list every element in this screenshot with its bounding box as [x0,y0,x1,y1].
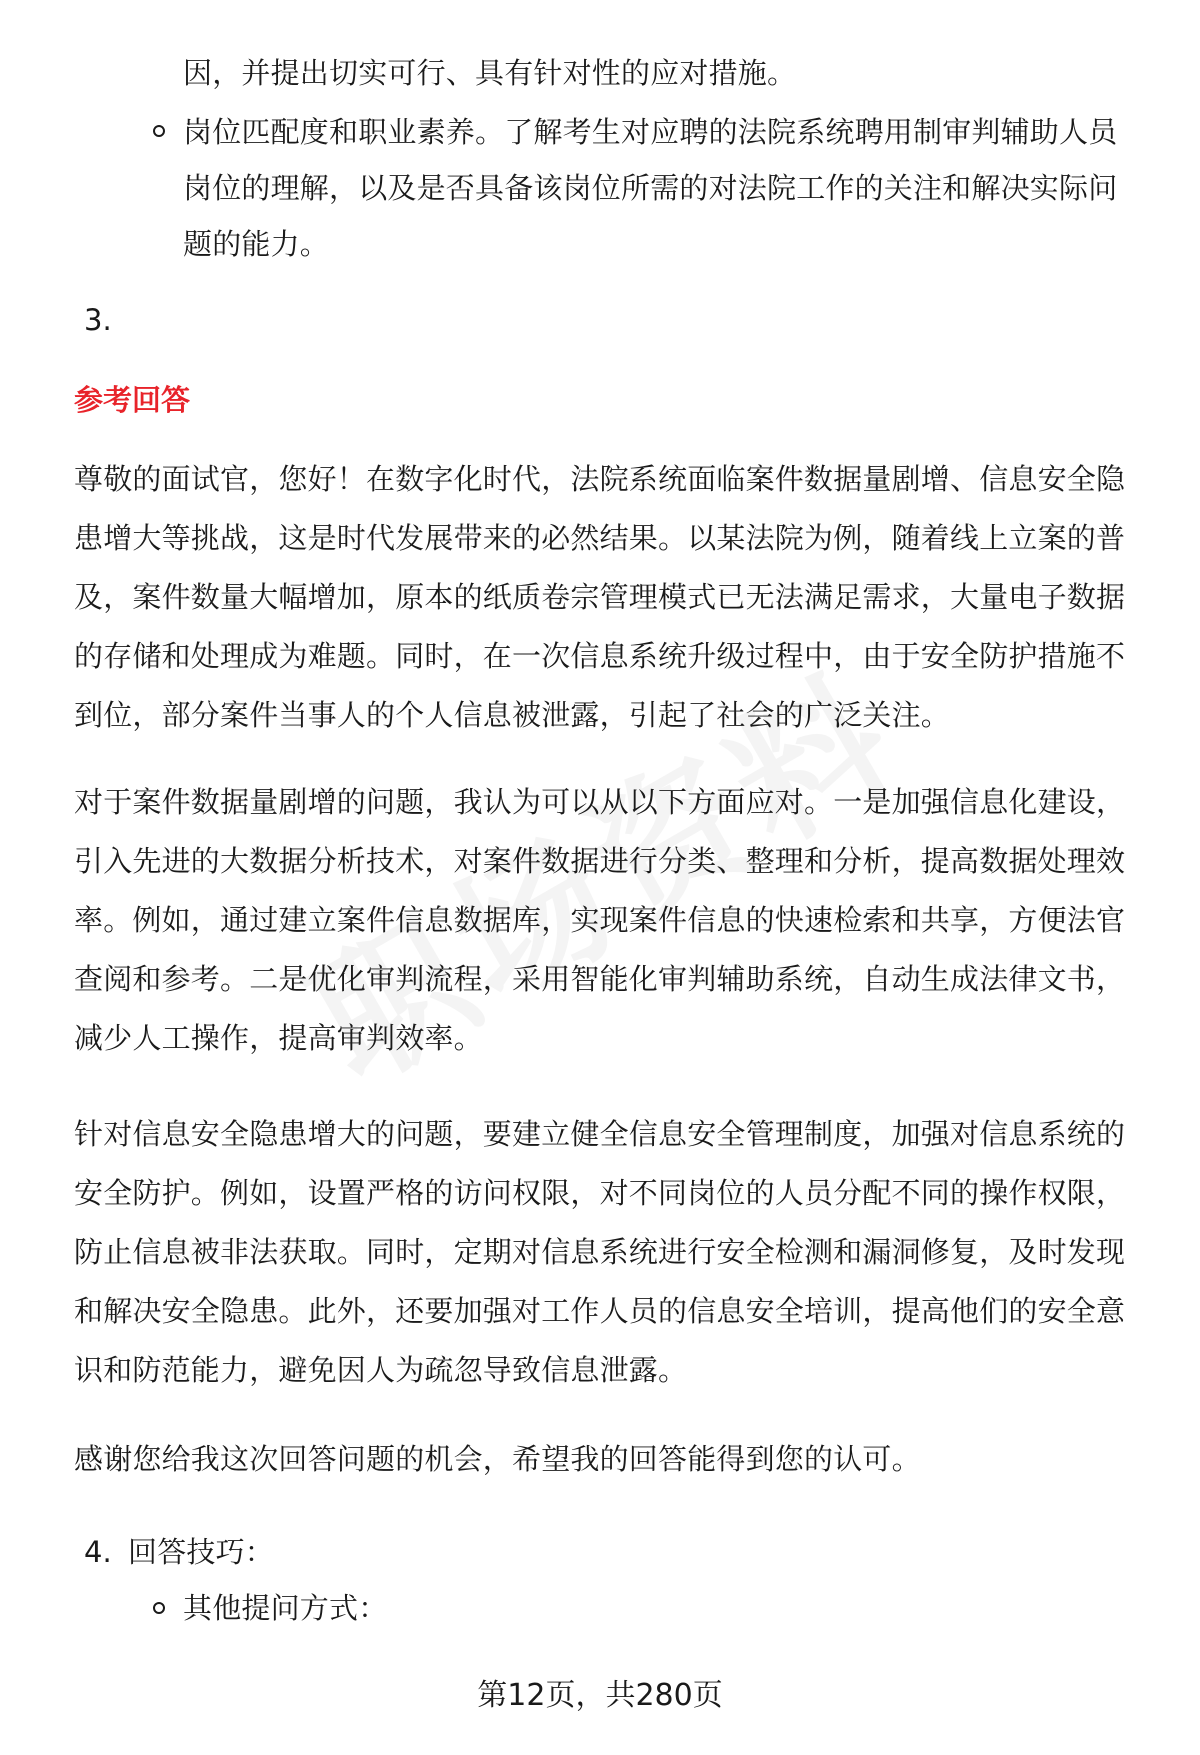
paragraph-1-line: 患增大等挑战，这是时代发展带来的必然结果。以某法院为例，随着线上立案的普 [74,521,1126,555]
paragraph-4-line: 感谢您给我这次回答问题的机会，希望我的回答能得到您的认可。 [74,1442,921,1476]
list-item-line: 岗位匹配度和职业素养。了解考生对应聘的法院系统聘用制审判辅助人员 [183,115,1118,149]
paragraph-1-line: 到位，部分案件当事人的个人信息被泄露，引起了社会的广泛关注。 [74,698,951,732]
paragraph-1-line: 尊敬的面试官，您好！在数字化时代，法院系统面临案件数据量剧增、信息安全隐 [74,462,1126,496]
paragraph-3-line: 和解决安全隐患。此外，还要加强对工作人员的信息安全培训，提高他们的安全意 [74,1294,1126,1328]
list-item-4-label: 回答技巧： [128,1535,275,1569]
paragraph-3-line: 识和防范能力，避免因人为疏忽导致信息泄露。 [74,1353,688,1387]
list-continued-line: 因，并提出切实可行、具有针对性的应对措施。 [183,56,797,90]
paragraph-2-line: 引入先进的大数据分析技术，对案件数据进行分类、整理和分析，提高数据处理效 [74,844,1126,878]
paragraph-2-line: 减少人工操作，提高审判效率。 [74,1021,483,1055]
paragraph-3-line: 安全防护。例如，设置严格的访问权限，对不同岗位的人员分配不同的操作权限， [74,1176,1126,1210]
paragraph-2-line: 对于案件数据量剧增的问题，我认为可以从以下方面应对。一是加强信息化建设， [74,785,1126,819]
paragraph-1-line: 的存储和处理成为难题。同时，在一次信息系统升级过程中，由于安全防护措施不 [74,639,1126,673]
page-footer: 第12页，共280页 [477,1678,723,1713]
paragraph-2-line: 率。例如，通过建立案件信息数据库，实现案件信息的快速检索和共享，方便法官 [74,903,1126,937]
paragraph-1-line: 及，案件数量大幅增加，原本的纸质卷宗管理模式已无法满足需求，大量电子数据 [74,580,1126,614]
list-item-line: 岗位的理解，以及是否具备该岗位所需的对法院工作的关注和解决实际问 [183,171,1118,205]
list-number-3: 3. [84,303,112,337]
sub-item-label: 其他提问方式： [183,1591,388,1625]
bullet-circle-icon [153,125,165,137]
section-title: 参考回答 [74,383,191,417]
paragraph-3-line: 防止信息被非法获取。同时，定期对信息系统进行安全检测和漏洞修复，及时发现 [74,1235,1126,1269]
paragraph-3-line: 针对信息安全隐患增大的问题，要建立健全信息安全管理制度，加强对信息系统的 [74,1117,1126,1151]
list-item-line: 题的能力。 [183,227,330,261]
list-number-4: 4. [84,1535,112,1569]
paragraph-2-line: 查阅和参考。二是优化审判流程，采用智能化审判辅助系统，自动生成法律文书， [74,962,1126,996]
bullet-circle-icon [153,1602,165,1614]
